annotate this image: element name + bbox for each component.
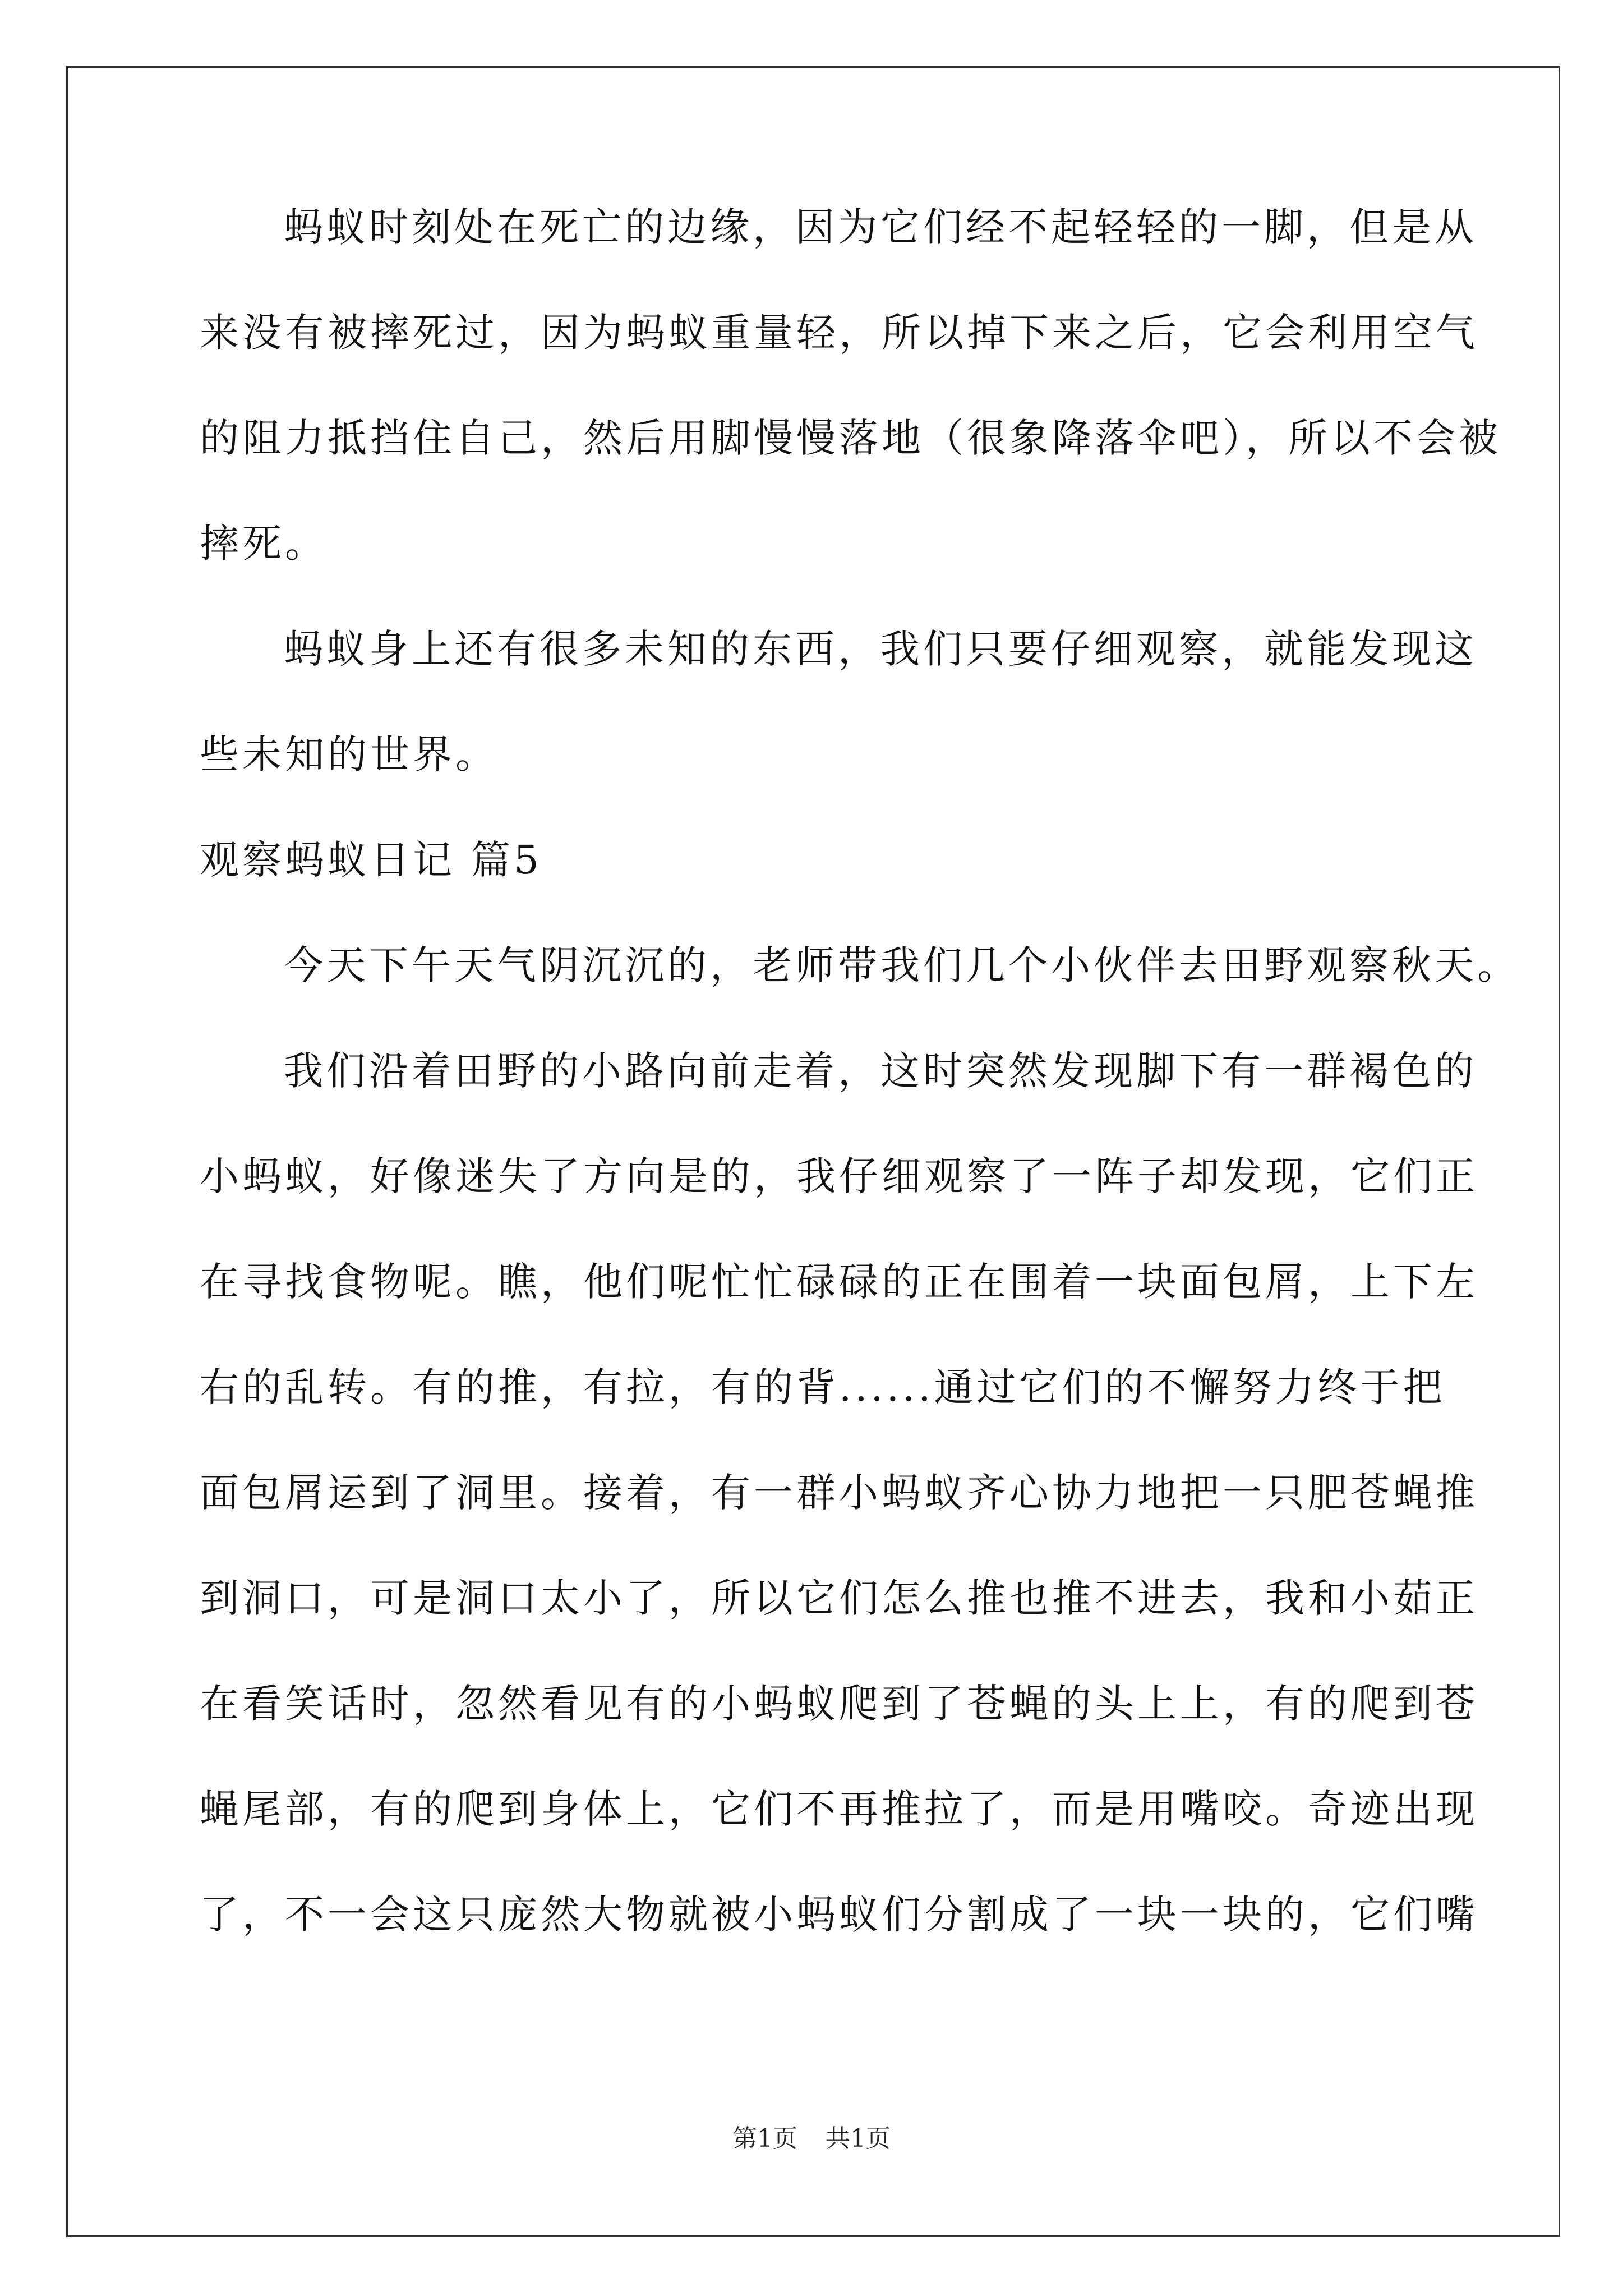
document-body <box>200 204 1520 2000</box>
paragraph-line: 小蚂蚁，好像迷失了方向是的，我仔细观察了一阵子却发现，它们正 <box>200 1153 1478 1199</box>
paragraph-line: 些未知的世界。 <box>200 731 498 777</box>
paragraph-line: 我们沿着田野的小路向前走着，这时突然发现脚下有一群褐色的 <box>284 1048 1477 1094</box>
page-number: 第1页 <box>732 2124 797 2153</box>
section-heading: 观察蚂蚁日记 篇5 <box>200 837 542 883</box>
paragraph-line: 蝇尾部，有的爬到身体上，它们不再推拉了，而是用嘴咬。奇迹出现 <box>200 1786 1478 1832</box>
page-footer <box>0 2118 1623 2154</box>
paragraph-line: 右的乱转。有的推，有拉，有的背......通过它们的不懈努力终于把 <box>200 1364 1446 1410</box>
paragraph-line: 面包屑运到了洞里。接着，有一群小蚂蚁齐心协力地把一只肥苍蝇推 <box>200 1470 1478 1516</box>
paragraph-line: 的阻力抵挡住自己，然后用脚慢慢落地（很象降落伞吧），所以不会被 <box>200 415 1501 461</box>
paragraph-line: 在看笑话时，忽然看见有的小蚂蚁爬到了苍蝇的头上上，有的爬到苍 <box>200 1681 1478 1727</box>
paragraph-line: 到洞口，可是洞口太小了，所以它们怎么推也推不进去，我和小茹正 <box>200 1575 1478 1621</box>
paragraph-line: 来没有被摔死过，因为蚂蚁重量轻，所以掉下来之后，它会利用空气 <box>200 310 1478 356</box>
page-total: 共1页 <box>826 2124 891 2153</box>
paragraph-line: 在寻找食物呢。瞧，他们呢忙忙碌碌的正在围着一块面包屑，上下左 <box>200 1259 1478 1305</box>
paragraph-line: 今天下午天气阴沉沉的，老师带我们几个小伙伴去田野观察秋天。 <box>284 942 1520 988</box>
paragraph-line: 摔死。 <box>200 521 328 567</box>
paragraph-line: 蚂蚁身上还有很多未知的东西，我们只要仔细观察，就能发现这 <box>284 626 1477 672</box>
paragraph-line: 蚂蚁时刻处在死亡的边缘，因为它们经不起轻轻的一脚，但是从 <box>284 204 1477 250</box>
paragraph-line: 了，不一会这只庞然大物就被小蚂蚁们分割成了一块一块的，它们嘴 <box>200 1892 1478 1938</box>
